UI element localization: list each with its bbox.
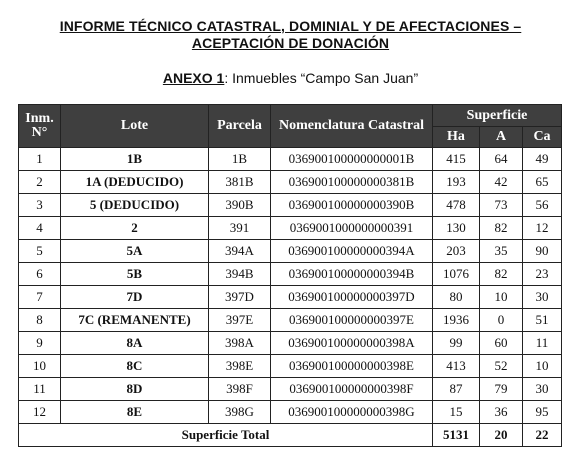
cell-a: 36: [480, 401, 523, 424]
cell-nomenclatura: 036900100000000001B: [271, 148, 433, 171]
total-ca: 22: [523, 424, 562, 447]
cell-a: 52: [480, 355, 523, 378]
cell-ca: 49: [523, 148, 562, 171]
header-inm: [19, 105, 61, 148]
header-inm-line2: N°: [31, 125, 48, 140]
annex-text: : Inmuebles “Campo San Juan”: [224, 70, 419, 86]
cell-ca: 51: [523, 309, 562, 332]
parcels-table: [18, 104, 562, 447]
cell-a: 0: [480, 309, 523, 332]
cell-a: 82: [480, 263, 523, 286]
cell-parcela: 398G: [209, 401, 271, 424]
cell-parcela: 391: [209, 217, 271, 240]
cell-ha: 193: [433, 171, 480, 194]
cell-inm: 4: [19, 217, 61, 240]
cell-inm: 5: [19, 240, 61, 263]
cell-lote: 5A: [61, 240, 209, 263]
table-row: [19, 263, 562, 286]
table-row: [19, 401, 562, 424]
table-row: [19, 148, 562, 171]
cell-ca: 23: [523, 263, 562, 286]
cell-ha: 415: [433, 148, 480, 171]
cell-parcela: 398F: [209, 378, 271, 401]
cell-a: 10: [480, 286, 523, 309]
cell-nomenclatura: 036900100000000390B: [271, 194, 433, 217]
cell-lote: 8E: [61, 401, 209, 424]
cell-ha: 413: [433, 355, 480, 378]
cell-ca: 30: [523, 286, 562, 309]
header-parcela: Parcela: [209, 105, 271, 148]
cell-ha: 80: [433, 286, 480, 309]
cell-inm: 1: [19, 148, 61, 171]
cell-lote: 8C: [61, 355, 209, 378]
total-label: Superficie Total: [19, 424, 433, 447]
cell-nomenclatura: 036900100000000398F: [271, 378, 433, 401]
report-title-line-2: ACEPTACIÓN DE DONACIÓN: [191, 35, 390, 51]
annex-label: ANEXO 1: [162, 70, 225, 86]
cell-parcela: 381B: [209, 171, 271, 194]
cell-ca: 95: [523, 401, 562, 424]
header-nomenclatura: Nomenclatura Catastral: [271, 105, 433, 148]
table-row: [19, 286, 562, 309]
cell-ca: 10: [523, 355, 562, 378]
cell-parcela: 397D: [209, 286, 271, 309]
cell-inm: 6: [19, 263, 61, 286]
cell-inm: 8: [19, 309, 61, 332]
cell-ca: 65: [523, 171, 562, 194]
table-row: [19, 171, 562, 194]
cell-a: 82: [480, 217, 523, 240]
total-row: [19, 424, 562, 447]
cell-inm: 3: [19, 194, 61, 217]
cell-nomenclatura: 036900100000000398A: [271, 332, 433, 355]
cell-ca: 30: [523, 378, 562, 401]
header-inm-line1: Inm.: [25, 111, 54, 126]
table-row: [19, 217, 562, 240]
cell-lote: 8D: [61, 378, 209, 401]
cell-lote: 7D: [61, 286, 209, 309]
cell-parcela: 397E: [209, 309, 271, 332]
cell-inm: 10: [19, 355, 61, 378]
cell-a: 42: [480, 171, 523, 194]
cell-nomenclatura: 036900100000000398E: [271, 355, 433, 378]
cell-ca: 56: [523, 194, 562, 217]
cell-ca: 12: [523, 217, 562, 240]
cell-parcela: 1B: [209, 148, 271, 171]
cell-nomenclatura: 036900100000000394B: [271, 263, 433, 286]
cell-inm: 11: [19, 378, 61, 401]
cell-parcela: 398E: [209, 355, 271, 378]
cell-ha: 1076: [433, 263, 480, 286]
cell-parcela: 394B: [209, 263, 271, 286]
cell-inm: 7: [19, 286, 61, 309]
cell-ha: 203: [433, 240, 480, 263]
cell-inm: 12: [19, 401, 61, 424]
cell-a: 73: [480, 194, 523, 217]
cell-a: 79: [480, 378, 523, 401]
cell-lote: 5B: [61, 263, 209, 286]
header-ha: Ha: [433, 127, 480, 148]
cell-ca: 90: [523, 240, 562, 263]
annex-heading: [0, 70, 581, 86]
cell-inm: 2: [19, 171, 61, 194]
total-ha: 5131: [433, 424, 480, 447]
cell-nomenclatura: 036900100000000398G: [271, 401, 433, 424]
cell-nomenclatura: 0369001000000000391: [271, 217, 433, 240]
cell-lote: 5 (DEDUCIDO): [61, 194, 209, 217]
cell-lote: 1B: [61, 148, 209, 171]
table-row: [19, 240, 562, 263]
report-title-line-1: INFORME TÉCNICO CATASTRAL, DOMINIAL Y DE AFECTACIONES –: [59, 18, 522, 34]
cell-ha: 1936: [433, 309, 480, 332]
table-row: [19, 378, 562, 401]
cell-lote: 2: [61, 217, 209, 240]
cell-parcela: 398A: [209, 332, 271, 355]
header-a: A: [480, 127, 523, 148]
cell-parcela: 390B: [209, 194, 271, 217]
table-row: [19, 332, 562, 355]
table-row: [19, 309, 562, 332]
header-lote: Lote: [61, 105, 209, 148]
table-row: [19, 194, 562, 217]
cell-ca: 11: [523, 332, 562, 355]
cell-nomenclatura: 036900100000000394A: [271, 240, 433, 263]
cell-nomenclatura: 036900100000000397E: [271, 309, 433, 332]
cell-nomenclatura: 036900100000000397D: [271, 286, 433, 309]
cell-nomenclatura: 036900100000000381B: [271, 171, 433, 194]
cell-lote: 8A: [61, 332, 209, 355]
header-superficie: Superficie: [433, 105, 562, 127]
cell-ha: 87: [433, 378, 480, 401]
cell-lote: 7C (REMANENTE): [61, 309, 209, 332]
cell-ha: 99: [433, 332, 480, 355]
header-ca: Ca: [523, 127, 562, 148]
cell-ha: 478: [433, 194, 480, 217]
cell-a: 64: [480, 148, 523, 171]
total-a: 20: [480, 424, 523, 447]
cell-inm: 9: [19, 332, 61, 355]
cell-a: 35: [480, 240, 523, 263]
cell-ha: 15: [433, 401, 480, 424]
cell-lote: 1A (DEDUCIDO): [61, 171, 209, 194]
cell-parcela: 394A: [209, 240, 271, 263]
cell-ha: 130: [433, 217, 480, 240]
table-row: [19, 355, 562, 378]
cell-a: 60: [480, 332, 523, 355]
